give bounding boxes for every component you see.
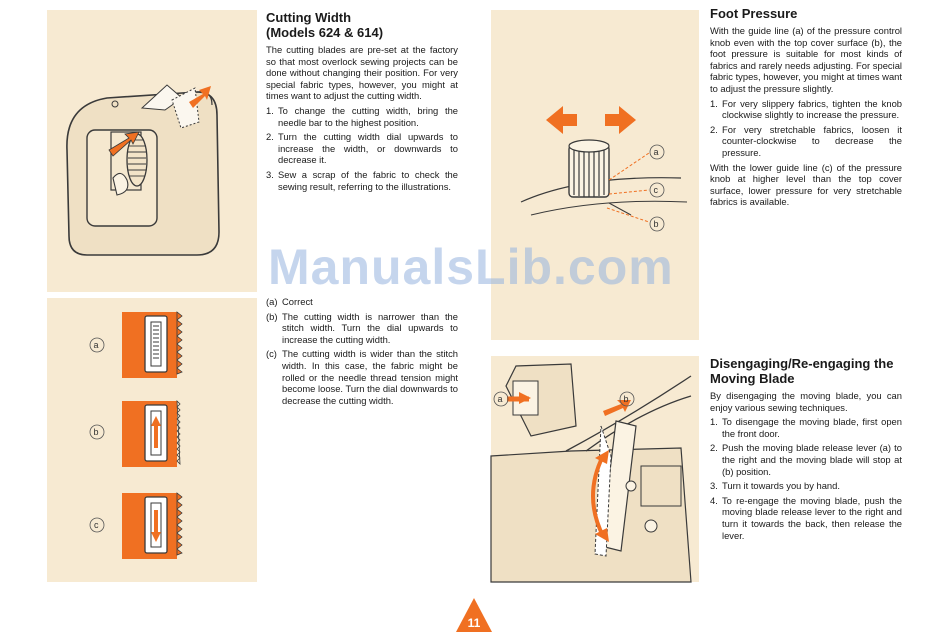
watermark: ManualsLib.com [268, 239, 674, 295]
list-item: (c) The cutting width is wider than the stitch width. In this case, the fabric might be rolled or the needle thread tension might become loose. Turn the dial downwards to decrease the cutting width. [266, 348, 458, 406]
figure-label-a: a [653, 147, 659, 157]
moving-blade-steps [710, 416, 902, 541]
list-item: 4. To re-engage the moving blade, push the moving blade release lever to the right and turn it towards the back, then release the lever. [710, 494, 902, 541]
foot-pressure-intro: With the guide line (a) of the pressure control knob even with the top cover surface (b), the foot pressure is suitable for most kinds of fabrics and rarely needs adjusting. For special fabric types, however, you might at times want to adjust the pressure slightly. [710, 25, 902, 94]
stitch-examples [47, 298, 257, 582]
figure-label-c: c [94, 520, 99, 530]
foot-pressure-steps [710, 98, 902, 159]
figure-label-b: b [653, 219, 659, 229]
list-item: 3. Sew a scrap of the fabric to check the sewing result, referring to the illustrations. [266, 168, 458, 192]
list-item: 3. Turn it towards you by hand. [710, 480, 840, 492]
cutting-width-title [266, 10, 458, 40]
moving-blade-illustration [491, 356, 699, 582]
stitch-example-c [90, 493, 182, 559]
left-arrow-icon [546, 106, 577, 134]
list-item: 1. To change the cutting width, bring the needle bar to the highest position. [266, 104, 458, 128]
figure-label-a: a [93, 340, 99, 350]
cutting-width-section [266, 10, 458, 195]
page-number: 11 [467, 616, 481, 630]
moving-blade-figure-panel [491, 356, 699, 582]
dial-illustration [47, 10, 257, 292]
cutting-width-figure-panel [47, 10, 257, 292]
cutting-width-intro: The cutting blades are pre-set at the factory so that most overlock sewing projects can be done without changing their position. For very special fabric types, however, you might at times want to adjust the cutting width. [266, 44, 458, 102]
foot-pressure-section [710, 6, 902, 211]
list-item: 2. Push the moving blade release lever (a) to the right and the moving blade will stop at (b) position. [710, 442, 902, 477]
cutting-width-title-line1: Cutting Width [266, 10, 352, 25]
moving-blade-section [710, 356, 902, 544]
stitch-example-a [90, 312, 182, 378]
cutting-width-title-line2: (Models 624 & 614) [266, 25, 384, 40]
moving-blade-title: Disengaging/Re-engaging the Moving Blade [710, 356, 894, 386]
foot-pressure-title: Foot Pressure [710, 6, 798, 21]
list-item: 1. For very slippery fabrics, tighten the knob clockwise slightly to increase the pressure. [710, 97, 902, 121]
page-number-badge [456, 598, 492, 632]
list-item: (b) The cutting width is narrower than the stitch width. Turn the dial upwards to increase the cutting width. [266, 310, 458, 345]
right-arrow-icon [605, 106, 636, 134]
figure-label-b: b [623, 394, 629, 404]
list-item: 2. Turn the cutting width dial upwards to increase the width, or downwards to decrease it. [266, 131, 458, 166]
list-item: (a) Correct [266, 296, 313, 307]
moving-blade-intro: By disengaging the moving blade, you can enjoy various sewing techniques. [710, 390, 902, 413]
foot-pressure-outro: With the lower guide line (c) of the pressure knob at higher level than the top cover surface, lower pressure for very stretchable fabrics is available. [710, 161, 902, 208]
figure-label-c: c [653, 185, 658, 195]
list-item: 1. To disengage the moving blade, first open the front door. [710, 416, 902, 439]
cutting-width-steps [266, 105, 458, 192]
stitch-example-b [90, 401, 180, 467]
stitch-examples-panel [47, 298, 257, 582]
list-item: 2. For very stretchable fabrics, loosen it counter-clockwise to decrease the pressure. [710, 123, 902, 158]
figure-label-a: a [497, 394, 503, 404]
cutting-width-results [266, 296, 458, 409]
figure-label-b: b [93, 427, 99, 437]
